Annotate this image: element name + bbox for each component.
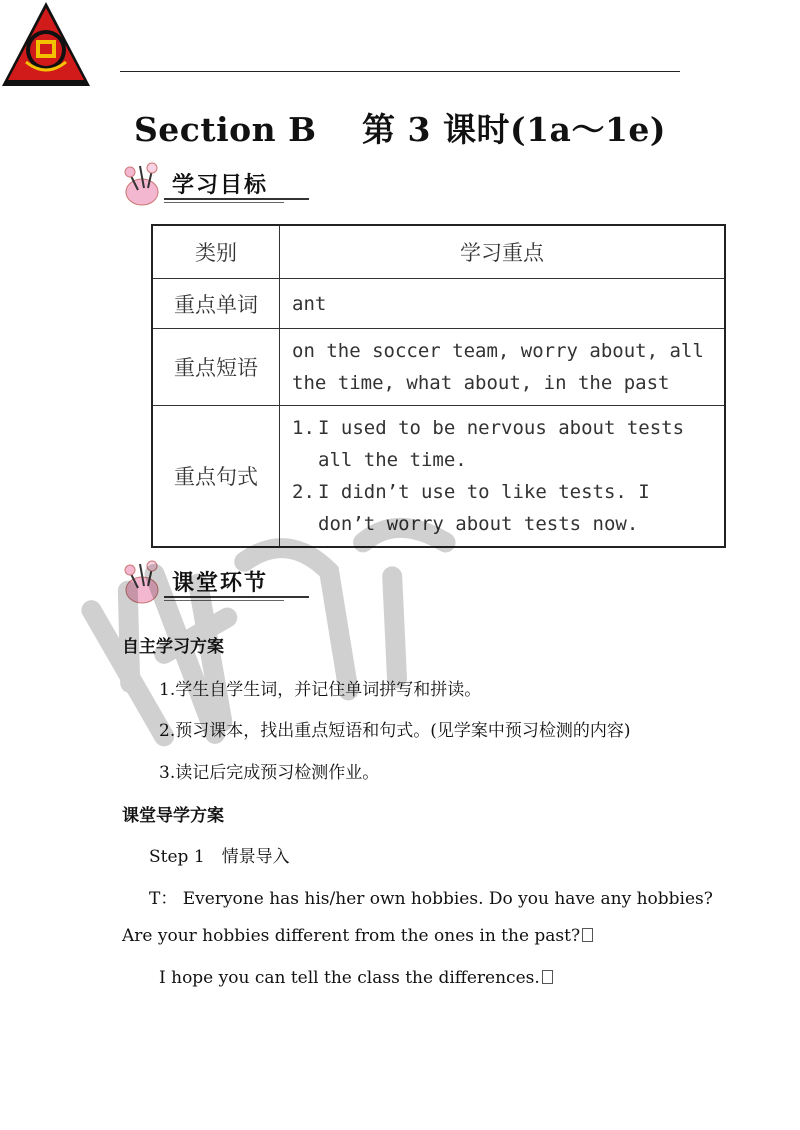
category-cell: 重点短语 xyxy=(152,329,280,406)
pen-holder-icon xyxy=(116,156,168,208)
list-item: 3.读记后完成预习检测作业。 xyxy=(159,763,380,783)
header-rule xyxy=(120,71,680,72)
missing-glyph-icon xyxy=(542,970,553,984)
school-logo-icon xyxy=(0,0,92,88)
section-badge-goals xyxy=(116,156,306,208)
list-item: 2.预习课本，找出重点短语和句式。(见学案中预习检测的内容) xyxy=(159,721,631,741)
table-row xyxy=(152,329,725,406)
sentence-text: I didn’t use to like tests. I don’t worry about tests now. xyxy=(318,481,650,535)
sentence-number: 1. xyxy=(292,417,315,439)
paragraph-line xyxy=(159,968,553,988)
table-row xyxy=(152,279,725,329)
table-header-focus: 学习重点 xyxy=(280,225,726,279)
content-cell: on the soccer team, worry about, all the time, what about, in the past xyxy=(280,329,726,406)
list-item: 1.学生自学生词，并记住单词拼写和拼读。 xyxy=(159,680,482,700)
missing-glyph-icon xyxy=(582,928,593,942)
category-cell: 重点句式 xyxy=(152,406,280,548)
step-label: Step 1 情景导入 xyxy=(149,847,290,867)
category-cell: 重点单词 xyxy=(152,279,280,329)
self-study-heading: 自主学习方案 xyxy=(122,637,224,657)
content-cell: ant xyxy=(280,279,726,329)
badge-label: 学习目标 xyxy=(172,173,269,198)
sentence-item xyxy=(292,412,714,476)
page-title: Section B 第 3 课时(1a～1e) xyxy=(133,110,667,149)
badge-label: 课堂环节 xyxy=(172,571,269,596)
paragraph-line xyxy=(122,926,593,946)
paragraph-line: T： Everyone has his/her own hobbies. Do you have any hobbies? xyxy=(149,889,713,909)
paragraph-text: I hope you can tell the class the differences. xyxy=(159,968,540,988)
guide-heading: 课堂导学方案 xyxy=(122,806,224,826)
sentence-number: 2. xyxy=(292,481,315,503)
table-header-category: 类别 xyxy=(152,225,280,279)
paragraph-text: Are your hobbies different from the ones in the past? xyxy=(122,926,581,946)
sentence-text: I used to be nervous about tests all the time. xyxy=(318,417,685,471)
table-header-row xyxy=(152,225,725,279)
